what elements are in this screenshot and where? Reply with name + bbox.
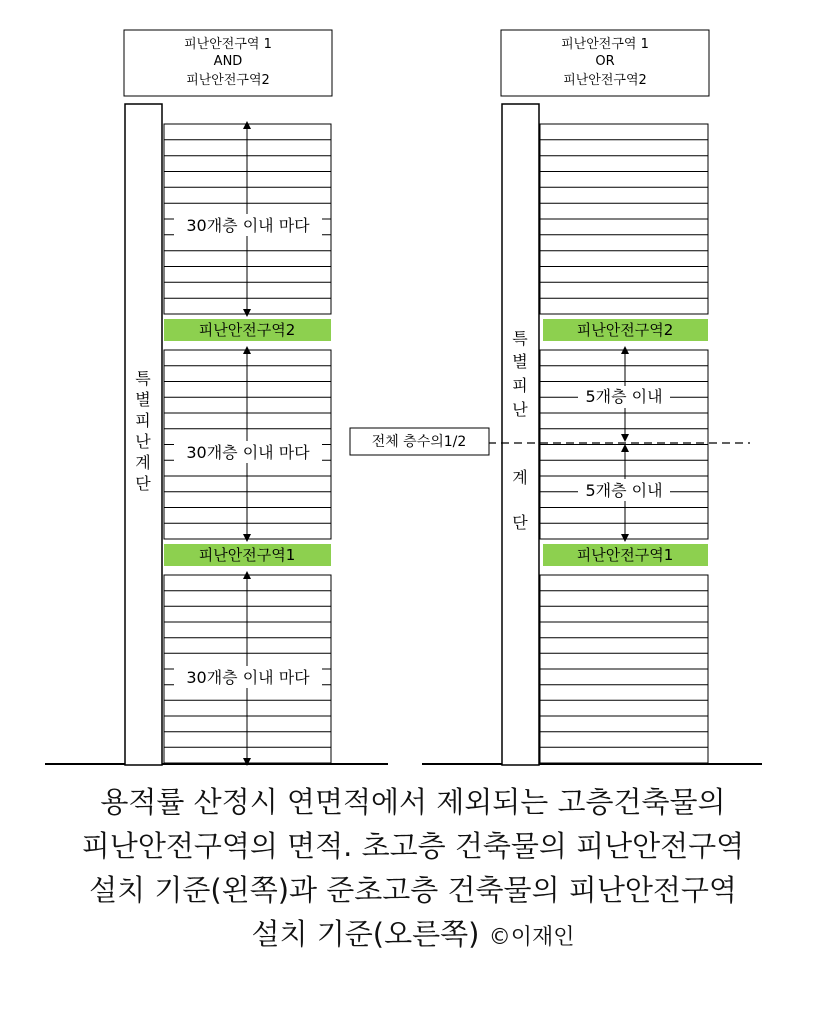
left-stair-char-2: 별 <box>135 390 151 409</box>
right-stair-char-4: 난 <box>512 400 528 419</box>
right-stair-char-1: 특 <box>512 329 528 348</box>
left-refuge-zone-1-label: 피난안전구역1 <box>198 546 296 564</box>
right-building <box>350 30 750 765</box>
left-stair-char-3: 피 <box>135 411 151 430</box>
right-condition-line-1: 피난안전구역 1 <box>561 37 649 52</box>
right-midline-label: 전체 층수의1/2 <box>371 434 467 450</box>
caption-line-4 <box>0 912 826 960</box>
caption-line-1: 용적률 산정시 연면적에서 제외되는 고층건축물의 <box>100 785 726 819</box>
left-condition-line-1: 피난안전구역 1 <box>184 37 272 52</box>
left-condition-line-3: 피난안전구역2 <box>186 73 270 88</box>
caption-line-4-text: 설치 기준(오른쪽) <box>251 917 480 951</box>
right-span-label-1: 5개층 이내 <box>585 387 663 406</box>
caption-line-2: 피난안전구역의 면적. 초고층 건축물의 피난안전구역 <box>81 829 745 863</box>
right-stair-char-6: 단 <box>512 513 528 532</box>
right-refuge-zone-2-label: 피난안전구역2 <box>576 321 674 339</box>
right-span-label-2: 5개층 이내 <box>585 481 663 500</box>
left-refuge-zone-2-label: 피난안전구역2 <box>198 321 296 339</box>
right-condition-line-3: 피난안전구역2 <box>563 73 647 88</box>
left-span-label-1: 30개층 이내 마다 <box>186 216 310 235</box>
caption-line-3: 설치 기준(왼쪽)과 준초고층 건축물의 피난안전구역 <box>89 873 737 907</box>
left-span-label-3: 30개층 이내 마다 <box>186 668 310 687</box>
right-special-stair-core <box>502 104 539 765</box>
left-stair-char-6: 단 <box>135 474 151 493</box>
right-refuge-zone-1-label: 피난안전구역1 <box>576 546 674 564</box>
left-stair-char-1: 특 <box>135 369 151 388</box>
left-stair-char-4: 난 <box>135 432 151 451</box>
right-stair-char-5: 계 <box>512 468 528 487</box>
caption-credit: ©이재인 <box>488 925 575 950</box>
left-building <box>124 30 332 765</box>
right-condition-line-2: OR <box>595 54 615 69</box>
left-span-label-2: 30개층 이내 마다 <box>186 443 310 462</box>
left-stair-char-5: 계 <box>135 453 151 472</box>
right-stair-char-2: 별 <box>512 352 528 371</box>
right-stair-char-3: 피 <box>512 376 528 395</box>
left-condition-line-2: AND <box>213 54 243 69</box>
caption <box>0 780 826 960</box>
